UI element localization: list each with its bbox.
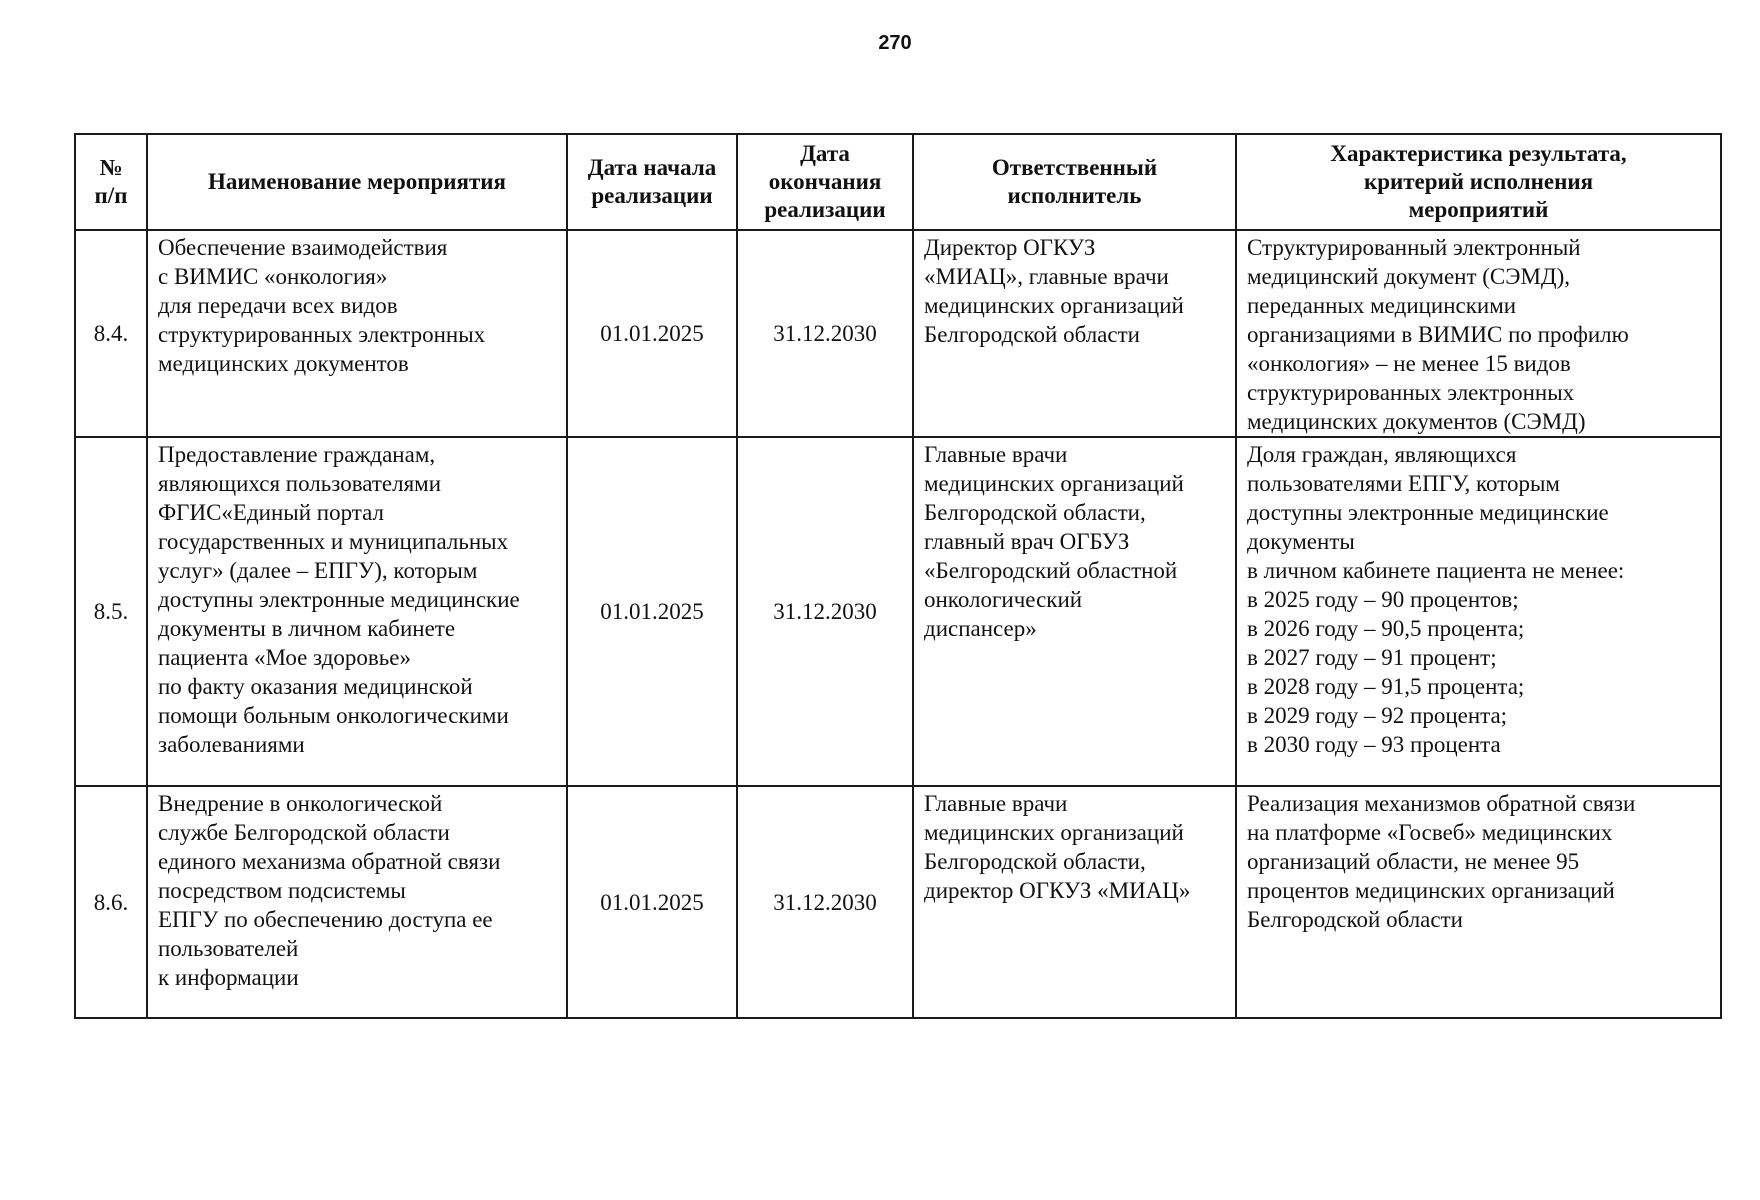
- header-name-lines: [154, 168, 560, 196]
- start-date: 01.01.2025: [567, 230, 737, 437]
- text-line: Белгородской области,: [924, 500, 1146, 525]
- measure-name-cell: [147, 437, 567, 786]
- text-line: в 2025 году – 90 процентов;: [1247, 587, 1519, 612]
- header-end-lines: [744, 140, 906, 224]
- text-line: государственных и муниципальных: [158, 529, 509, 554]
- page-number: 270: [878, 32, 912, 54]
- text-line: окончания: [768, 169, 882, 194]
- text-line: помощи больным онкологическими: [158, 703, 509, 728]
- text-line: медицинских документов: [158, 351, 409, 376]
- text-line: пациента «Мое здоровье»: [158, 645, 411, 670]
- text-line: к информации: [158, 965, 299, 990]
- text-line: директор ОГКУЗ «МИАЦ»: [924, 878, 1191, 903]
- text-line: Директор ОГКУЗ: [924, 235, 1096, 260]
- text-line: единого механизма обратной связи: [158, 849, 501, 874]
- text-line: услуг» (далее – ЕПГУ), которым: [158, 558, 478, 583]
- text-line: реализации: [591, 183, 713, 208]
- text-line: на платформе «Госвеб» медицинских: [1247, 820, 1613, 845]
- text-line: пользователями ЕПГУ, которым: [1247, 471, 1560, 496]
- responsible: [924, 789, 1225, 905]
- row-number: 8.5.: [75, 437, 147, 786]
- text-line: «МИАЦ», главные врачи: [924, 264, 1169, 289]
- text-line: Структурированный электронный: [1247, 235, 1581, 260]
- text-line: структурированных электронных: [158, 322, 486, 347]
- header-start-date: [567, 134, 737, 230]
- text-line: ЕПГУ по обеспечению доступа ее: [158, 907, 493, 932]
- text-line: документы: [1247, 529, 1355, 554]
- result: [1247, 440, 1710, 759]
- text-line: переданных медицинскими: [1247, 293, 1517, 318]
- text-line: в 2027 году – 91 процент;: [1247, 645, 1497, 670]
- text-line: Внедрение в онкологической: [158, 791, 443, 816]
- text-line: Доля граждан, являющихся: [1247, 442, 1517, 467]
- text-line: диспансер»: [924, 616, 1037, 641]
- text-line: организаций области, не менее 95: [1247, 849, 1580, 874]
- table-row: [75, 230, 1721, 437]
- text-line: критерий исполнения: [1363, 169, 1594, 194]
- text-line: в 2030 году – 93 процента: [1247, 732, 1501, 757]
- text-line: медицинских организаций: [924, 293, 1184, 318]
- end-date: 31.12.2030: [737, 437, 913, 786]
- text-line: документы в личном кабинете: [158, 616, 456, 641]
- text-line: Главные врачи: [924, 791, 1068, 816]
- text-line: «Белгородский областной: [924, 558, 1178, 583]
- text-line: Предоставление гражданам,: [158, 442, 436, 467]
- measure-name-cell: [147, 786, 567, 1018]
- result: [1247, 789, 1710, 934]
- result-cell: [1236, 786, 1721, 1018]
- text-line: №: [99, 155, 123, 180]
- measure-name: [158, 233, 556, 378]
- text-line: Дата начала: [587, 155, 717, 180]
- text-line: организациями в ВИМИС по профилю: [1247, 322, 1629, 347]
- start-date: 01.01.2025: [567, 786, 737, 1018]
- text-line: Наименование мероприятия: [208, 169, 506, 194]
- text-line: структурированных электронных: [1247, 380, 1575, 405]
- text-line: доступны электронные медицинские: [1247, 500, 1609, 525]
- measure-name: [158, 440, 556, 759]
- text-line: медицинских организаций: [924, 820, 1184, 845]
- text-line: в 2029 году – 92 процента;: [1247, 703, 1508, 728]
- text-line: заболеваниями: [158, 732, 305, 757]
- responsible: [924, 440, 1225, 643]
- table-header-row: [75, 134, 1721, 230]
- header-name: [147, 134, 567, 230]
- responsible: [924, 233, 1225, 349]
- result-cell: [1236, 230, 1721, 437]
- header-end-date: [737, 134, 913, 230]
- text-line: пользователей: [158, 936, 299, 961]
- end-date: 31.12.2030: [737, 786, 913, 1018]
- responsible-cell: [913, 437, 1236, 786]
- text-line: п/п: [94, 183, 128, 208]
- text-line: по факту оказания медицинской: [158, 674, 473, 699]
- text-line: ФГИС«Единый портал: [158, 500, 385, 525]
- measure-name-cell: [147, 230, 567, 437]
- text-line: являющихся пользователями: [158, 471, 442, 496]
- text-line: главный врач ОГБУЗ: [924, 529, 1130, 554]
- text-line: Белгородской области: [924, 322, 1140, 347]
- header-responsible-lines: [920, 154, 1229, 210]
- measures-table: [74, 133, 1722, 1019]
- text-line: Реализация механизмов обратной связи: [1247, 791, 1636, 816]
- text-line: посредством подсистемы: [158, 878, 406, 903]
- header-start-lines: [574, 154, 730, 210]
- result: [1247, 233, 1710, 436]
- responsible-cell: [913, 230, 1236, 437]
- row-number: 8.4.: [75, 230, 147, 437]
- text-line: с ВИМИС «онкология»: [158, 264, 388, 289]
- end-date: 31.12.2030: [737, 230, 913, 437]
- header-num-lines: [82, 154, 140, 210]
- text-line: в 2026 году – 90,5 процента;: [1247, 616, 1525, 641]
- responsible-cell: [913, 786, 1236, 1018]
- text-line: в личном кабинете пациента не менее:: [1247, 558, 1625, 583]
- text-line: медицинских организаций: [924, 471, 1184, 496]
- text-line: процентов медицинских организаций: [1247, 878, 1615, 903]
- text-line: для передачи всех видов: [158, 293, 398, 318]
- text-line: Белгородской области: [1247, 907, 1463, 932]
- header-result: [1236, 134, 1721, 230]
- text-line: Дата: [800, 141, 850, 166]
- text-line: медицинский документ (СЭМД),: [1247, 264, 1570, 289]
- table-row: [75, 786, 1721, 1018]
- start-date: 01.01.2025: [567, 437, 737, 786]
- text-line: Белгородской области,: [924, 849, 1146, 874]
- text-line: Характеристика результата,: [1330, 141, 1627, 166]
- text-line: реализации: [764, 197, 886, 222]
- text-line: Ответственный: [991, 155, 1158, 180]
- header-responsible: [913, 134, 1236, 230]
- text-line: доступны электронные медицинские: [158, 587, 520, 612]
- text-line: медицинских документов (СЭМД): [1247, 409, 1586, 434]
- text-line: исполнитель: [1007, 183, 1142, 208]
- text-line: «онкология» – не менее 15 видов: [1247, 351, 1571, 376]
- result-cell: [1236, 437, 1721, 786]
- text-line: в 2028 году – 91,5 процента;: [1247, 674, 1525, 699]
- text-line: Обеспечение взаимодействия: [158, 235, 448, 260]
- row-number: 8.6.: [75, 786, 147, 1018]
- measure-name: [158, 789, 556, 992]
- text-line: мероприятий: [1408, 197, 1549, 222]
- text-line: службе Белгородской области: [158, 820, 450, 845]
- header-result-lines: [1243, 140, 1714, 224]
- text-line: Главные врачи: [924, 442, 1068, 467]
- header-num: [75, 134, 147, 230]
- table-row: [75, 437, 1721, 786]
- text-line: онкологический: [924, 587, 1083, 612]
